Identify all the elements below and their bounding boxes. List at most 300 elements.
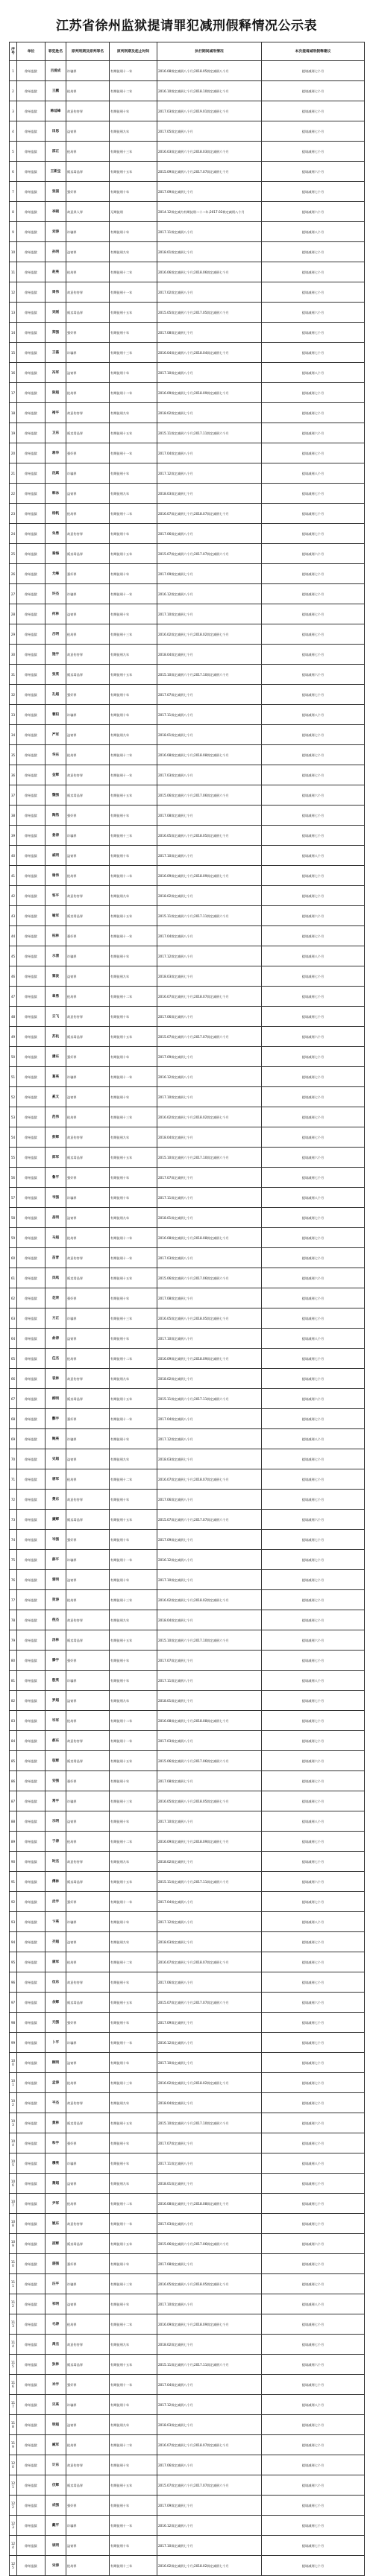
cell-name: 凤鸣 [46, 1268, 66, 1288]
cell-process: 2016.09裁定减刑七个月;2018.09裁定减刑七个月 [157, 2314, 262, 2335]
header-crime: 原判刑期及原判罪名 [66, 42, 110, 61]
table-row [10, 1127, 365, 1148]
cell-suggestion: 提请减刑七个月 [262, 524, 365, 544]
cell-name: 宋涛 [46, 2556, 66, 2576]
cell-suggestion: 提请减刑七个月 [262, 504, 365, 524]
cell-process: 2015.07裁定减刑六个月;2017.07裁定减刑六个月 [157, 2475, 262, 2496]
table-row [10, 1691, 365, 1711]
cell-name: 戴平 [46, 2516, 66, 2536]
cell-process: 2015.11裁定减刑六个月;2017.11裁定减刑六个月 [157, 2355, 262, 2375]
cell-sentence: 有期徒刑十二年 [110, 1349, 157, 1369]
cell-sentence: 有期徒刑十三年 [110, 1308, 157, 1329]
cell-name: 田思 [46, 121, 66, 142]
cell-suggestion: 提请减刑七个月 [262, 1972, 365, 1993]
cell-unit: 徐州监狱 [17, 1469, 46, 1490]
cell-unit: 徐州监狱 [17, 1791, 46, 1811]
table-row [10, 1570, 365, 1590]
cell-no: 105 [10, 2153, 17, 2174]
cell-no: 97 [10, 1993, 17, 2013]
cell-crime: 诈骗罪 [66, 61, 110, 81]
table-row [10, 544, 365, 564]
table-row [10, 282, 365, 303]
cell-unit: 徐州监狱 [17, 1268, 46, 1288]
cell-suggestion: 提请减刑七个月 [262, 725, 365, 745]
cell-sentence: 有期徒刑十年 [110, 846, 157, 866]
cell-crime: 故意伤害罪 [66, 886, 110, 906]
cell-crime: 强奸罪 [66, 2254, 110, 2274]
cell-name: 郎军 [46, 1148, 66, 1168]
cell-crime: 诈骗罪 [66, 584, 110, 604]
cell-unit: 徐州监狱 [17, 2073, 46, 2093]
cell-crime: 诈骗罪 [66, 2274, 110, 2294]
cell-process: 2015.07裁定减刑六个月;2017.07裁定减刑六个月 [157, 1510, 262, 1530]
cell-no: 44 [10, 926, 17, 946]
cell-no: 112 [10, 2294, 17, 2314]
table-row [10, 1208, 365, 1228]
cell-suggestion: 提请减刑七个月 [262, 2013, 365, 2033]
cell-sentence: 有期徒刑十二年 [110, 383, 157, 403]
cell-unit: 徐州监狱 [17, 987, 46, 1007]
cell-process: 2017.04裁定减刑八个月 [157, 443, 262, 463]
cell-crime: 故意伤害罪 [66, 1248, 110, 1268]
cell-unit: 徐州监狱 [17, 685, 46, 705]
cell-process: 2015.10裁定减刑六个月;2017.10裁定减刑六个月 [157, 1630, 262, 1651]
cell-name: 汤林 [46, 1630, 66, 1651]
table-row [10, 443, 365, 463]
cell-unit: 徐州监狱 [17, 1530, 46, 1550]
cell-process: 2016.05裁定减刑八个月;2018.05裁定减刑七个月 [157, 1308, 262, 1329]
cell-process: 2018.01裁定减刑七个月 [157, 725, 262, 745]
cell-no: 37 [10, 785, 17, 806]
cell-name: 姜涛 [46, 826, 66, 846]
cell-crime: 贩卖毒品罪 [66, 1510, 110, 1530]
cell-sentence: 有期徒刑十三年 [110, 142, 157, 162]
cell-crime: 诈骗罪 [66, 463, 110, 484]
cell-sentence: 有期徒刑十三年 [110, 1791, 157, 1811]
cell-unit: 徐州监狱 [17, 2093, 46, 2113]
cell-process: 2017.11裁定减刑八个月 [157, 705, 262, 725]
cell-suggestion: 提请减刑七个月 [262, 1711, 365, 1731]
cell-unit: 徐州监狱 [17, 1510, 46, 1530]
cell-no: 89 [10, 1832, 17, 1852]
cell-process: 2018.01裁定减刑七个月 [157, 1208, 262, 1228]
table-row [10, 2455, 365, 2475]
cell-sentence: 有期徒刑九年 [110, 1610, 157, 1630]
cell-no: 13 [10, 303, 17, 323]
table-row [10, 745, 365, 765]
cell-name: 雷明 [46, 1570, 66, 1590]
cell-crime: 强奸罪 [66, 685, 110, 705]
cell-suggestion: 提请减刑六个月 [262, 1268, 365, 1288]
cell-sentence: 有期徒刑十二年 [110, 1228, 157, 1248]
cell-suggestion: 提请减刑七个月 [262, 1610, 365, 1630]
cell-process: 2018.02裁定减刑七个月 [157, 2335, 262, 2355]
cell-crime: 抢劫罪 [66, 866, 110, 886]
cell-suggestion: 提请减刑七个月 [262, 1288, 365, 1308]
table-row [10, 262, 365, 282]
table-row [10, 2516, 365, 2536]
cell-name: 彭辉 [46, 1127, 66, 1148]
cell-sentence: 有期徒刑十年 [110, 2133, 157, 2153]
cell-no: 4 [10, 121, 17, 142]
cell-suggestion: 提请减刑七个月 [262, 1308, 365, 1329]
cell-sentence: 有期徒刑十年 [110, 222, 157, 242]
cell-sentence: 有期徒刑十五年 [110, 303, 157, 323]
cell-process: 2017.04裁定减刑八个月 [157, 926, 262, 946]
cell-crime: 诈骗罪 [66, 2033, 110, 2053]
table-row [10, 584, 365, 604]
cell-process: 2017.09裁定减刑七个月 [157, 1047, 262, 1067]
table-row [10, 423, 365, 443]
cell-name: 毛涛 [46, 2314, 66, 2335]
cell-name: 戚明 [46, 846, 66, 866]
cell-suggestion: 提请减刑七个月 [262, 2375, 365, 2395]
cell-no: 67 [10, 1389, 17, 1409]
cell-suggestion: 提请减刑七个月 [262, 604, 365, 624]
cell-no: 106 [10, 2174, 17, 2194]
cell-unit: 徐州监狱 [17, 1148, 46, 1168]
cell-unit: 徐州监狱 [17, 403, 46, 423]
cell-suggestion: 提请减刑八个月 [262, 1912, 365, 1932]
cell-no: 90 [10, 1852, 17, 1872]
cell-unit: 徐州监狱 [17, 604, 46, 624]
cell-sentence: 有期徒刑十五年 [110, 1993, 157, 2013]
cell-name: 和宇 [46, 2133, 66, 2153]
cell-no: 18 [10, 403, 17, 423]
table-row [10, 1087, 365, 1107]
cell-sentence: 有期徒刑十年 [110, 182, 157, 202]
cell-crime: 盗窃罪 [66, 604, 110, 624]
cell-sentence: 有期徒刑十年 [110, 2013, 157, 2033]
table-row [10, 61, 365, 81]
cell-process: 2018.02裁定减刑七个月 [157, 886, 262, 906]
cell-sentence: 有期徒刑十年 [110, 1972, 157, 1993]
cell-no: 11 [10, 262, 17, 282]
cell-crime: 盗窃罪 [66, 363, 110, 383]
cell-unit: 徐州监狱 [17, 1490, 46, 1510]
cell-crime: 盗窃罪 [66, 242, 110, 262]
cell-no: 101 [10, 2073, 17, 2093]
cell-unit: 徐州监狱 [17, 1872, 46, 1892]
cell-crime: 诈骗罪 [66, 826, 110, 846]
cell-sentence: 有期徒刑十年 [110, 1007, 157, 1027]
cell-sentence: 无期徒刑 [110, 202, 157, 222]
cell-suggestion: 提请减刑六个月 [262, 665, 365, 685]
table-row [10, 303, 365, 323]
cell-name: 罗超 [46, 1691, 66, 1711]
cell-sentence: 有期徒刑十五年 [110, 1630, 157, 1651]
cell-name: 吴刚 [46, 303, 66, 323]
cell-crime: 贩卖毒品罪 [66, 1993, 110, 2013]
cell-suggestion: 提请减刑八个月 [262, 705, 365, 725]
cell-sentence: 有期徒刑十二年 [110, 1952, 157, 1972]
cell-crime: 盗窃罪 [66, 2415, 110, 2435]
cell-no: 123 [10, 2516, 17, 2536]
cell-name: 鲁平 [46, 1168, 66, 1188]
cell-sentence: 有期徒刑十五年 [110, 1268, 157, 1288]
cell-unit: 徐州监狱 [17, 745, 46, 765]
table-row [10, 1067, 365, 1087]
cell-name: 滕宇 [46, 1651, 66, 1671]
cell-name: 严军 [46, 725, 66, 745]
table-row [10, 1047, 365, 1067]
cell-sentence: 有期徒刑十五年 [110, 1751, 157, 1771]
cell-name: 袁林 [46, 1369, 66, 1389]
cell-sentence: 有期徒刑十五年 [110, 162, 157, 182]
cell-unit: 徐州监狱 [17, 1107, 46, 1127]
cell-process: 2017.11裁定减刑八个月 [157, 1188, 262, 1208]
cell-no: 111 [10, 2274, 17, 2294]
cell-suggestion: 提请减刑六个月 [262, 2475, 365, 2496]
cell-process: 2015.07裁定减刑六个月;2017.07裁定减刑六个月 [157, 1027, 262, 1047]
cell-sentence: 有期徒刑十年 [110, 1570, 157, 1590]
cell-name: 费东 [46, 1490, 66, 1510]
cell-unit: 徐州监狱 [17, 1168, 46, 1188]
cell-suggestion: 提请减刑七个月 [262, 2556, 365, 2576]
table-row [10, 1530, 365, 1550]
cell-crime: 贩卖毒品罪 [66, 2113, 110, 2133]
table-row [10, 1972, 365, 1993]
cell-process: 2017.09裁定减刑七个月 [157, 2496, 262, 2516]
cell-crime: 贩卖毒品罪 [66, 1027, 110, 1047]
cell-crime: 盗窃罪 [66, 1329, 110, 1349]
cell-crime: 故意伤害罪 [66, 1369, 110, 1389]
cell-sentence: 有期徒刑十三年 [110, 2073, 157, 2093]
cell-sentence: 有期徒刑十年 [110, 806, 157, 826]
table-row [10, 121, 365, 142]
cell-unit: 徐州监狱 [17, 2294, 46, 2314]
cell-unit: 徐州监狱 [17, 846, 46, 866]
cell-process: 2017.08裁定减刑七个月 [157, 1288, 262, 1308]
cell-sentence: 有期徒刑九年 [110, 2093, 157, 2113]
cell-unit: 徐州监狱 [17, 1228, 46, 1248]
cell-crime: 盗窃罪 [66, 2174, 110, 2194]
cell-name: 孔超 [46, 685, 66, 705]
cell-sentence: 有期徒刑九年 [110, 1127, 157, 1148]
cell-crime: 贩卖毒品罪 [66, 665, 110, 685]
table-row [10, 1288, 365, 1308]
cell-crime: 抢劫罪 [66, 1832, 110, 1852]
cell-process: 2016.07裁定减刑七个月;2018.07裁定减刑七个月 [157, 1952, 262, 1972]
cell-process: 2018.01裁定减刑七个月 [157, 1691, 262, 1711]
cell-no: 38 [10, 806, 17, 826]
cell-suggestion: 提请减刑六个月 [262, 2355, 365, 2375]
table-row [10, 2536, 365, 2556]
cell-no: 63 [10, 1308, 17, 1329]
cell-process: 2017.11裁定减刑八个月 [157, 2153, 262, 2174]
cell-sentence: 有期徒刑九年 [110, 966, 157, 987]
cell-suggestion: 提请减刑七个月 [262, 806, 365, 826]
cell-suggestion: 提请减刑六个月 [262, 1872, 365, 1892]
cell-name: 汪平 [46, 2274, 66, 2294]
table-row [10, 1449, 365, 1469]
cell-suggestion: 提请减刑六个月 [262, 162, 365, 182]
cell-unit: 徐州监狱 [17, 323, 46, 343]
cell-process: 2017.10裁定减刑八个月 [157, 2294, 262, 2314]
cell-sentence: 有期徒刑九年 [110, 1449, 157, 1469]
table-row [10, 1811, 365, 1832]
cell-sentence: 有期徒刑十年 [110, 1047, 157, 1067]
cell-sentence: 有期徒刑十年 [110, 2294, 157, 2314]
cell-no: 61 [10, 1268, 17, 1288]
cell-unit: 徐州监狱 [17, 1389, 46, 1409]
cell-unit: 徐州监狱 [17, 1329, 46, 1349]
cell-unit: 徐州监狱 [17, 1711, 46, 1731]
cell-process: 2016.12裁定减刑八个月 [157, 2516, 262, 2536]
cell-suggestion: 提请减刑七个月 [262, 142, 365, 162]
cell-no: 117 [10, 2395, 17, 2415]
cell-name: 殷亮 [46, 1671, 66, 1691]
cell-suggestion: 提请减刑七个月 [262, 2093, 365, 2113]
cell-name: 水清 [46, 946, 66, 966]
table-row [10, 343, 365, 363]
table-row [10, 1912, 365, 1932]
cell-suggestion: 提请减刑七个月 [262, 1550, 365, 1570]
cell-suggestion: 提请减刑七个月 [262, 2435, 365, 2455]
cell-no: 52 [10, 1087, 17, 1107]
cell-crime: 故意伤害罪 [66, 1731, 110, 1751]
cell-crime: 盗窃罪 [66, 1208, 110, 1228]
cell-name: 韩延峰 [46, 101, 66, 121]
cell-no: 39 [10, 826, 17, 846]
cell-no: 104 [10, 2133, 17, 2153]
cell-sentence: 有期徒刑十三年 [110, 2274, 157, 2294]
cell-unit: 徐州监狱 [17, 61, 46, 81]
table-row [10, 886, 365, 906]
cell-sentence: 有期徒刑十年 [110, 705, 157, 725]
cell-process: 2018.03裁定减刑七个月 [157, 2415, 262, 2435]
cell-unit: 徐州监狱 [17, 2113, 46, 2133]
cell-crime: 故意伤害罪 [66, 1007, 110, 1027]
cell-name: 苏杭 [46, 1027, 66, 1047]
cell-process: 2015.10裁定减刑六个月;2017.10裁定减刑六个月 [157, 665, 262, 685]
table-row [10, 2435, 365, 2455]
cell-name: 冯军 [46, 363, 66, 383]
cell-unit: 徐州监狱 [17, 2556, 46, 2576]
cell-process: 2017.10裁定减刑七个月 [157, 1570, 262, 1590]
cell-suggestion: 提请减刑八个月 [262, 1188, 365, 1208]
cell-sentence: 有期徒刑十年 [110, 1771, 157, 1791]
cell-sentence: 有期徒刑十一年 [110, 2516, 157, 2536]
cell-no: 66 [10, 1369, 17, 1389]
cell-name: 方正 [46, 1308, 66, 1329]
table-row [10, 846, 365, 866]
cell-process: 2017.08裁定减刑七个月 [157, 806, 262, 826]
cell-name: 狄林 [46, 2355, 66, 2375]
cell-suggestion: 提请减刑七个月 [262, 1832, 365, 1852]
cell-process: 2018.01裁定减刑七个月 [157, 242, 262, 262]
table-row [10, 1168, 365, 1188]
cell-process: 2016.10裁定减刑七个月;2018.10裁定减刑七个月 [157, 81, 262, 101]
cell-no: 103 [10, 2113, 17, 2133]
cell-suggestion: 提请减刑七个月 [262, 1530, 365, 1550]
cell-suggestion: 提请减刑六个月 [262, 1389, 365, 1409]
cell-crime: 故意伤害罪 [66, 2093, 110, 2113]
cell-sentence: 有期徒刑十年 [110, 2153, 157, 2174]
cell-crime: 故意伤害罪 [66, 101, 110, 121]
cell-name: 邵正 [46, 142, 66, 162]
cell-suggestion: 提请减刑七个月 [262, 765, 365, 785]
cell-unit: 徐州监狱 [17, 1892, 46, 1912]
cell-sentence: 有期徒刑十年 [110, 1530, 157, 1550]
cell-crime: 盗窃罪 [66, 1087, 110, 1107]
cell-suggestion: 提请减刑七个月 [262, 1349, 365, 1369]
cell-crime: 故意杀人罪 [66, 202, 110, 222]
table-row [10, 1630, 365, 1651]
cell-name: 韦强 [46, 1188, 66, 1208]
cell-unit: 徐州监狱 [17, 2536, 46, 2556]
cell-suggestion: 提请减刑七个月 [262, 685, 365, 705]
cell-process: 2016.09裁定减刑七个月;2018.09裁定减刑七个月 [157, 383, 262, 403]
cell-sentence: 有期徒刑十二年 [110, 504, 157, 524]
cell-name: 章勇 [46, 987, 66, 1007]
cell-process: 2017.10裁定减刑七个月 [157, 2053, 262, 2073]
table-row [10, 1429, 365, 1449]
cell-name: 湛强 [46, 2254, 66, 2274]
cell-suggestion: 提请减刑七个月 [262, 484, 365, 504]
cell-name: 沈斌 [46, 463, 66, 484]
cell-crime: 贩卖毒品罪 [66, 1268, 110, 1288]
cell-suggestion: 提请减刑七个月 [262, 242, 365, 262]
cell-sentence: 有期徒刑十一年 [110, 2214, 157, 2234]
cell-unit: 徐州监狱 [17, 665, 46, 685]
cell-process: 2017.03裁定减刑八个月 [157, 1731, 262, 1751]
cell-process: 2018.01裁定减刑七个月 [157, 2174, 262, 2194]
cell-unit: 徐州监狱 [17, 584, 46, 604]
cell-suggestion: 提请减刑七个月 [262, 2033, 365, 2053]
cell-crime: 抢劫罪 [66, 1228, 110, 1248]
cell-no: 65 [10, 1349, 17, 1369]
cell-suggestion: 提请减刑七个月 [262, 262, 365, 282]
cell-process: 2017.07裁定减刑七个月 [157, 2133, 262, 2153]
cell-suggestion: 提请减刑七个月 [262, 282, 365, 303]
cell-sentence: 有期徒刑十二年 [110, 2194, 157, 2214]
cell-suggestion: 提请减刑六个月 [262, 785, 365, 806]
cell-no: 87 [10, 1791, 17, 1811]
cell-no: 32 [10, 685, 17, 705]
cell-process: 2018.02裁定减刑七个月 [157, 1369, 262, 1389]
cell-process: 2014.12裁定减为有期徒刑二十二年;2017.02裁定减刑八个月 [157, 202, 262, 222]
cell-suggestion: 提请减刑七个月 [262, 966, 365, 987]
table-row [10, 2194, 365, 2214]
cell-sentence: 有期徒刑十二年 [110, 2435, 157, 2455]
cell-unit: 徐州监狱 [17, 121, 46, 142]
cell-name: 卫东 [46, 423, 66, 443]
cell-sentence: 有期徒刑十二年 [110, 1711, 157, 1731]
cell-unit: 徐州监狱 [17, 363, 46, 383]
table-row [10, 2475, 365, 2496]
cell-process: 2015.11裁定减刑六个月;2017.11裁定减刑六个月 [157, 1389, 262, 1409]
cell-crime: 盗窃罪 [66, 2294, 110, 2314]
cell-no: 116 [10, 2375, 17, 2395]
cell-no: 24 [10, 524, 17, 544]
cell-suggestion: 提请减刑七个月 [262, 2314, 365, 2335]
cell-name: 孟涛 [46, 2073, 66, 2093]
cell-process: 2015.05裁定减刑六个月;2017.05裁定减刑六个月 [157, 303, 262, 323]
cell-no: 96 [10, 1972, 17, 1993]
cell-unit: 徐州监狱 [17, 645, 46, 665]
cell-suggestion: 提请减刑七个月 [262, 1127, 365, 1148]
cell-name: 魏强 [46, 785, 66, 806]
cell-process: 2016.02裁定减刑七个月;2018.02裁定减刑七个月 [157, 1590, 262, 1610]
cell-crime: 贩卖毒品罪 [66, 2234, 110, 2254]
cell-process: 2017.11裁定减刑八个月 [157, 1671, 262, 1691]
cell-no: 95 [10, 1952, 17, 1972]
cell-sentence: 有期徒刑十三年 [110, 1590, 157, 1610]
cell-process: 2016.09裁定减刑七个月;2018.09裁定减刑七个月 [157, 1349, 262, 1369]
cell-crime: 诈骗罪 [66, 1671, 110, 1691]
cell-suggestion: 提请减刑六个月 [262, 906, 365, 926]
